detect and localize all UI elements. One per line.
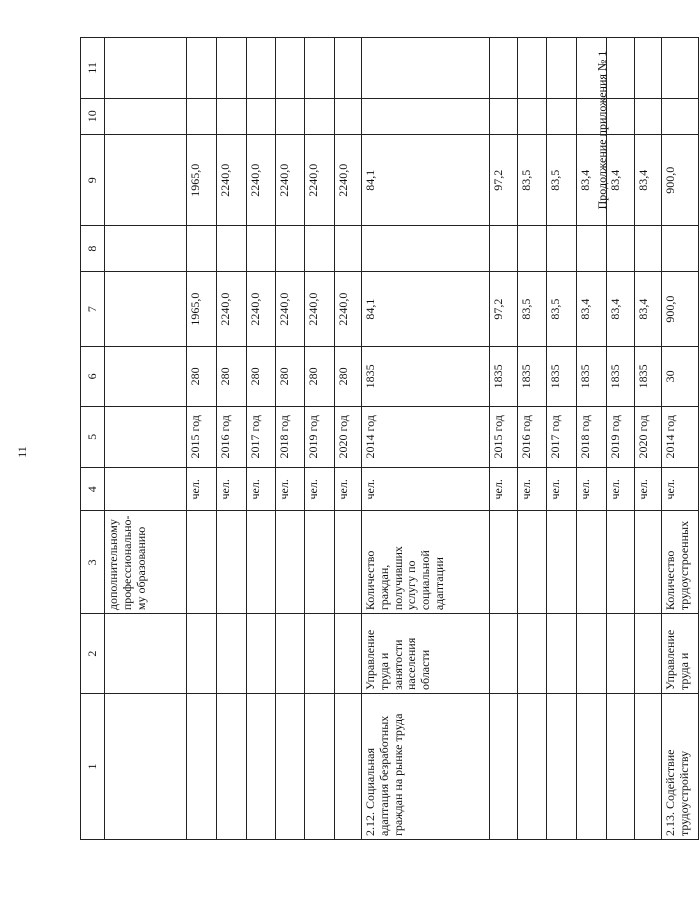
- table-cell-col-10: [577, 98, 607, 135]
- table-cell-col-2: [577, 614, 607, 694]
- table-cell-col-7: 2240,0: [335, 271, 362, 346]
- table-cell-col-1: [547, 693, 577, 839]
- table-cell-col-5: 2015 год: [490, 406, 518, 468]
- table-cell-col-5: 2014 год: [362, 406, 490, 468]
- table-cell-col-11: [276, 38, 305, 99]
- table-row: [335, 38, 362, 840]
- table-row: [490, 38, 518, 840]
- rotated-table-container: [80, 37, 691, 840]
- table-cell-col-6: 1835: [547, 347, 577, 406]
- table-cell-col-9: 97,2: [490, 135, 518, 226]
- table-cell-col-2: [518, 614, 547, 694]
- table-cell-col-6: 1835: [362, 347, 490, 406]
- table-cell-col-6: 280: [187, 347, 217, 406]
- table-cell-col-4: чел.: [276, 468, 305, 511]
- table-cell-col-7: 2240,0: [247, 271, 276, 346]
- table-cell-col-1: [335, 693, 362, 839]
- table-cell-col-4: чел.: [635, 468, 662, 511]
- table-cell-col-4: чел.: [490, 468, 518, 511]
- table-cell-col-2: [635, 614, 662, 694]
- table-cell-col-7: 2240,0: [276, 271, 305, 346]
- table-cell-col-8: [187, 226, 217, 272]
- table-cell-col-7: 97,2: [490, 271, 518, 346]
- table-cell-col-10: [518, 98, 547, 135]
- table-cell-col-3: [305, 511, 335, 614]
- table-cell-col-4: чел.: [607, 468, 635, 511]
- table-cell-col-8: [490, 226, 518, 272]
- table-cell-col-10: [276, 98, 305, 135]
- table-row: [577, 38, 607, 840]
- table-cell-col-2: [490, 614, 518, 694]
- table-cell-col-10: [187, 98, 217, 135]
- table-cell-col-3: [335, 511, 362, 614]
- table-cell-col-2: [335, 614, 362, 694]
- table-cell-col-6: 280: [217, 347, 247, 406]
- table-row: [187, 38, 217, 840]
- table-cell-col-10: [490, 98, 518, 135]
- table-cell-col-1: [518, 693, 547, 839]
- table-cell-col-8: [105, 226, 187, 272]
- table-cell-col-8: [518, 226, 547, 272]
- table-cell-col-2: [305, 614, 335, 694]
- table-cell-col-8: [305, 226, 335, 272]
- header-row: [81, 38, 105, 840]
- table-cell-col-8: [635, 226, 662, 272]
- table-cell-col-1: [490, 693, 518, 839]
- table-cell-col-10: [362, 98, 490, 135]
- header-cell-10: 10: [81, 98, 105, 135]
- table-cell-col-6: 1835: [490, 347, 518, 406]
- table-cell-col-6: 1835: [518, 347, 547, 406]
- table-cell-col-11: [305, 38, 335, 99]
- table-cell-col-2: [247, 614, 276, 694]
- table-cell-col-10: [217, 98, 247, 135]
- table-cell-col-9: 2240,0: [276, 135, 305, 226]
- header-cell-6: 6: [81, 347, 105, 406]
- table-cell-col-10: [547, 98, 577, 135]
- table-cell-col-1: [217, 693, 247, 839]
- table-cell-col-7: 2240,0: [305, 271, 335, 346]
- table-cell-col-9: 2240,0: [305, 135, 335, 226]
- table-cell-col-4: чел.: [518, 468, 547, 511]
- table-cell-col-7: 1965,0: [187, 271, 217, 346]
- table-row: [518, 38, 547, 840]
- table-cell-col-3: [577, 511, 607, 614]
- table-cell-col-6: 30: [662, 347, 699, 406]
- table-cell-col-5: 2020 год: [635, 406, 662, 468]
- table-cell-col-5: 2018 год: [577, 406, 607, 468]
- table-cell-col-5: 2019 год: [607, 406, 635, 468]
- table-row: [607, 38, 635, 840]
- table-cell-col-7: 83,5: [518, 271, 547, 346]
- table-row: [217, 38, 247, 840]
- table-cell-col-1: 2.13. Содействие трудоустройству: [662, 693, 699, 839]
- table-cell-col-5: 2016 год: [217, 406, 247, 468]
- table-cell-col-3: [276, 511, 305, 614]
- table-cell-col-2: [105, 614, 187, 694]
- table-cell-col-10: [335, 98, 362, 135]
- table-cell-col-2: [217, 614, 247, 694]
- table-cell-col-9: 900,0: [662, 135, 699, 226]
- table-cell-col-8: [217, 226, 247, 272]
- table-cell-col-9: [105, 135, 187, 226]
- table-cell-col-7: 83,4: [635, 271, 662, 346]
- table-cell-col-2: [547, 614, 577, 694]
- table-cell-col-11: [490, 38, 518, 99]
- table-cell-col-7: 83,5: [547, 271, 577, 346]
- table-cell-col-9: 83,4: [607, 135, 635, 226]
- page-number: 11: [15, 446, 29, 458]
- table-cell-col-3: [635, 511, 662, 614]
- table-cell-col-3: [217, 511, 247, 614]
- table-row: [662, 38, 699, 840]
- table-cell-col-11: [518, 38, 547, 99]
- table-cell-col-11: [577, 38, 607, 99]
- table-cell-col-9: 83,4: [635, 135, 662, 226]
- table-cell-col-3: Количество трудоустроенных: [662, 511, 699, 614]
- table-row: [105, 38, 187, 840]
- table-cell-col-1: [105, 693, 187, 839]
- table-cell-col-11: [335, 38, 362, 99]
- table-cell-col-4: чел.: [217, 468, 247, 511]
- header-cell-9: 9: [81, 135, 105, 226]
- header-cell-3: 3: [81, 511, 105, 614]
- table-cell-col-1: [276, 693, 305, 839]
- table-cell-col-5: 2014 год: [662, 406, 699, 468]
- table-cell-col-11: [607, 38, 635, 99]
- appendix-caption: Продолжение приложения № 1: [595, 50, 609, 210]
- table-cell-col-3: [247, 511, 276, 614]
- table-row: [635, 38, 662, 840]
- table-cell-col-4: чел.: [247, 468, 276, 511]
- table-cell-col-5: 2017 год: [547, 406, 577, 468]
- table-cell-col-10: [662, 98, 699, 135]
- table-cell-col-4: чел.: [547, 468, 577, 511]
- table-cell-col-1: [635, 693, 662, 839]
- table-cell-col-1: [187, 693, 217, 839]
- header-cell-8: 8: [81, 226, 105, 272]
- table-cell-col-8: [276, 226, 305, 272]
- table-cell-col-8: [247, 226, 276, 272]
- table-cell-col-1: [247, 693, 276, 839]
- table-cell-col-3: [547, 511, 577, 614]
- table-cell-col-8: [607, 226, 635, 272]
- table-cell-col-4: чел.: [662, 468, 699, 511]
- table-cell-col-11: [635, 38, 662, 99]
- header-cell-1: 1: [81, 693, 105, 839]
- table-cell-col-5: 2019 год: [305, 406, 335, 468]
- table-cell-col-4: чел.: [187, 468, 217, 511]
- table-cell-col-2: Управление труда и: [662, 614, 699, 694]
- table-cell-col-2: [276, 614, 305, 694]
- table-cell-col-10: [105, 98, 187, 135]
- table-cell-col-7: 900,0: [662, 271, 699, 346]
- table-cell-col-4: чел.: [577, 468, 607, 511]
- table-cell-col-5: 2017 год: [247, 406, 276, 468]
- table-cell-col-6: 1835: [577, 347, 607, 406]
- table-cell-col-6: 280: [276, 347, 305, 406]
- table-cell-col-7: [105, 271, 187, 346]
- table-cell-col-11: [547, 38, 577, 99]
- table-cell-col-11: [105, 38, 187, 99]
- table-cell-col-9: 2240,0: [247, 135, 276, 226]
- table-cell-col-8: [362, 226, 490, 272]
- header-cell-7: 7: [81, 271, 105, 346]
- table-cell-col-5: 2018 год: [276, 406, 305, 468]
- table-cell-col-6: 1835: [635, 347, 662, 406]
- table-cell-col-11: [662, 38, 699, 99]
- table-cell-col-8: [577, 226, 607, 272]
- table-cell-col-3: [187, 511, 217, 614]
- table-cell-col-10: [607, 98, 635, 135]
- table-cell-col-8: [335, 226, 362, 272]
- table-cell-col-6: 280: [305, 347, 335, 406]
- table-cell-col-2: [607, 614, 635, 694]
- table-cell-col-9: 83,4: [577, 135, 607, 226]
- table-cell-col-3: Количество граждан, получивших услугу по социальной адаптации: [362, 511, 490, 614]
- table-cell-col-3: [607, 511, 635, 614]
- table-cell-col-9: 83,5: [547, 135, 577, 226]
- table-cell-col-10: [305, 98, 335, 135]
- table-cell-col-9: 1965,0: [187, 135, 217, 226]
- table-cell-col-1: [577, 693, 607, 839]
- table-cell-col-10: [247, 98, 276, 135]
- table-row: [276, 38, 305, 840]
- table-cell-col-11: [362, 38, 490, 99]
- table-cell-col-5: [105, 406, 187, 468]
- table-cell-col-4: чел.: [305, 468, 335, 511]
- table-cell-col-6: 280: [335, 347, 362, 406]
- table-cell-col-11: [217, 38, 247, 99]
- header-cell-5: 5: [81, 406, 105, 468]
- table-row: [305, 38, 335, 840]
- table-cell-col-6: [105, 347, 187, 406]
- table-cell-col-1: 2.12. Социальная адаптация безработных граждан на рынке труда: [362, 693, 490, 839]
- table-cell-col-4: чел.: [362, 468, 490, 511]
- table-cell-col-9: 83,5: [518, 135, 547, 226]
- data-table: [80, 37, 699, 840]
- table-cell-col-11: [187, 38, 217, 99]
- table-cell-col-7: 2240,0: [217, 271, 247, 346]
- table-cell-col-1: [607, 693, 635, 839]
- table-cell-col-3: [490, 511, 518, 614]
- table-cell-col-6: 280: [247, 347, 276, 406]
- table-cell-col-7: 84,1: [362, 271, 490, 346]
- table-cell-col-4: [105, 468, 187, 511]
- table-row: [362, 38, 490, 840]
- table-cell-col-8: [662, 226, 699, 272]
- table-cell-col-3: [518, 511, 547, 614]
- table-cell-col-5: 2015 год: [187, 406, 217, 468]
- table-cell-col-5: 2016 год: [518, 406, 547, 468]
- table-cell-col-11: [247, 38, 276, 99]
- table-cell-col-2: Управление труда и занятости населения области: [362, 614, 490, 694]
- table-cell-col-10: [635, 98, 662, 135]
- header-cell-11: 11: [81, 38, 105, 99]
- table-row: [547, 38, 577, 840]
- table-cell-col-6: 1835: [607, 347, 635, 406]
- table-cell-col-7: 83,4: [607, 271, 635, 346]
- table-cell-col-7: 83,4: [577, 271, 607, 346]
- table-row: [247, 38, 276, 840]
- table-cell-col-9: 2240,0: [217, 135, 247, 226]
- table-cell-col-3: дополнительному профессионально-му образованию: [105, 511, 187, 614]
- header-cell-2: 2: [81, 614, 105, 694]
- table-cell-col-5: 2020 год: [335, 406, 362, 468]
- table-cell-col-9: 2240,0: [335, 135, 362, 226]
- header-cell-4: 4: [81, 468, 105, 511]
- table-cell-col-1: [305, 693, 335, 839]
- table-cell-col-8: [547, 226, 577, 272]
- table-cell-col-4: чел.: [335, 468, 362, 511]
- table-cell-col-9: 84,1: [362, 135, 490, 226]
- table-cell-col-2: [187, 614, 217, 694]
